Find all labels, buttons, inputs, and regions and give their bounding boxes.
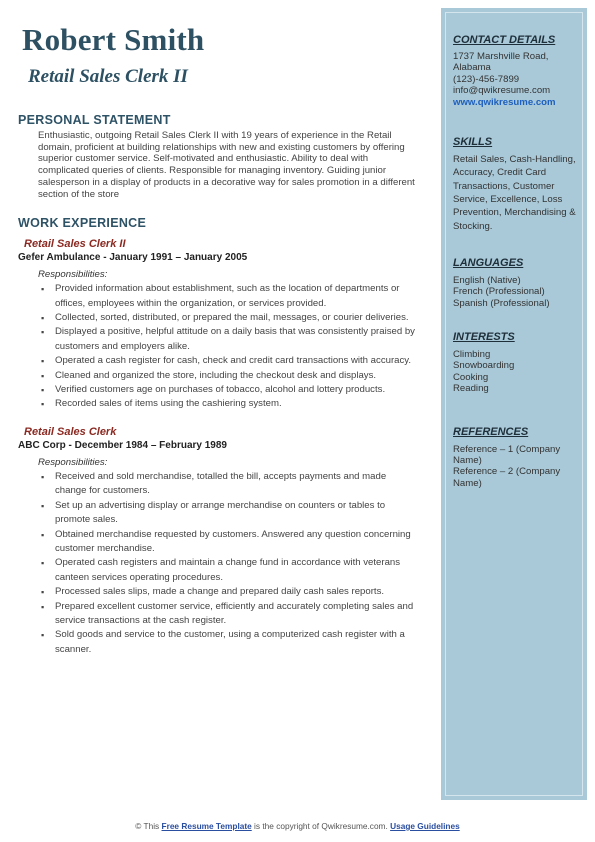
list-item: ▪ Sold goods and service to the customer, using a computerized cash register with a scanner. (41, 629, 405, 655)
bullet-icon: ▪ (41, 399, 45, 410)
responsibilities-label: Responsibilities: (38, 269, 108, 281)
bullet-icon: ▪ (41, 587, 45, 598)
interest-item: Snowboarding (453, 360, 515, 372)
interests-heading: INTERESTS (453, 331, 515, 344)
job-company-dates: ABC Corp - December 1984 – February 1989 (18, 439, 227, 451)
bullet-icon: ▪ (41, 385, 45, 396)
resume-main-column (18, 18, 418, 657)
language-item: Spanish (Professional) (453, 297, 550, 309)
interest-item: Cooking (453, 371, 489, 383)
job-title: Retail Sales Clerk (24, 425, 117, 438)
languages-heading: LANGUAGES (453, 256, 524, 269)
references-list (446, 444, 582, 490)
candidate-title: Retail Sales Clerk II (28, 66, 188, 87)
list-item: ▪ Recorded sales of items using the cashiering system. (55, 397, 418, 411)
bullet-icon: ▪ (41, 558, 45, 569)
personal-statement-text: Enthusiastic, outgoing Retail Sales Clerk II with 19 years of experience in the Retail domain, proficient at building relationships with new and existing customers by offering superior customer service. Self-motivated and enthusiastic. Ability to deal with complicated queries of clients. Responsible for managing inventory. Guiding junior salesperson in a display of products in a decorative way for sales promotion in a different section of the store (38, 130, 415, 200)
bullet-icon: ▪ (41, 284, 45, 295)
contact-phone: (123)-456-7899 (453, 73, 520, 85)
candidate-name: Robert Smith (22, 22, 205, 57)
list-item: ▪ Operated a cash register for cash, check and credit card transactions with accuracy. (55, 354, 418, 368)
list-item: ▪ Collected, sorted, distributed, or prepared the mail, messages, or courier deliveries. (55, 311, 418, 325)
job-entry (18, 426, 418, 657)
list-item: ▪ Operated cash registers and maintain a change fund in accordance with veterans canteen services operating procedures. (41, 557, 401, 583)
bullet-icon: ▪ (41, 601, 45, 612)
responsibilities-list (18, 282, 418, 412)
list-item: ▪ Cleaned and organized the store, including the checkout desk and displays. (55, 369, 418, 383)
bullet-icon: ▪ (41, 500, 45, 511)
interest-item: Climbing (453, 349, 491, 361)
job-entry (18, 238, 418, 412)
usage-guidelines-link[interactable]: Usage Guidelines (390, 821, 460, 831)
reference-item: Reference – 1 (Company Name) (453, 443, 561, 467)
references-heading: REFERENCES (453, 425, 529, 438)
interests-list (446, 349, 582, 395)
contact-email[interactable]: info@qwikresume.com (453, 85, 551, 97)
responsibilities-label: Responsibilities: (38, 456, 108, 468)
skills-heading: SKILLS (453, 136, 493, 149)
footer-copyright-text: is the copyright of Qwikresume.com. (251, 821, 391, 831)
list-item: ▪ Set up an advertising display or arrange merchandise on counters or tables to promote sales. (41, 499, 386, 526)
sidebar-inner-border (445, 12, 583, 796)
list-item: ▪ Displayed a positive, helpful attitude on a daily basis that was consistently praised by customers and employers alike. (41, 326, 415, 352)
language-item: French (Professional) (453, 286, 545, 298)
contact-website-link[interactable]: www.qwikresume.com (453, 96, 556, 108)
footer-prefix: © This (135, 821, 162, 831)
list-item: ▪ Processed sales slips, made a change and prepared daily cash sales reports. (55, 585, 418, 599)
bullet-icon: ▪ (41, 370, 45, 381)
skills-text: Retail Sales, Cash-Handling, Accuracy, Credit Card Transactions, Customer Service, Excellence, Loss Prevention, Merchandising & Stocking. (453, 154, 576, 232)
contact-heading: CONTACT DETAILS (453, 34, 556, 46)
sidebar (441, 8, 587, 800)
list-item: ▪ Prepared excellent customer service, efficiently and accurately completing sales and service transactions at the cash register. (41, 600, 414, 626)
reference-item: Reference – 2 (Company Name) (453, 466, 561, 489)
contact-address: 1737 Marshville Road, Alabama (453, 51, 549, 74)
languages-list (446, 275, 582, 309)
free-resume-template-link[interactable]: Free Resume Template (161, 821, 252, 831)
bullet-icon: ▪ (41, 356, 45, 367)
work-experience-heading: WORK EXPERIENCE (18, 216, 147, 231)
list-item: ▪ Received and sold merchandise, totalled the bill, accepts payments and made change for customers. (41, 470, 387, 497)
personal-statement-heading: PERSONAL STATEMENT (18, 113, 171, 127)
footer (0, 821, 595, 831)
list-item: ▪ Verified customers age on purchases of tobacco, alcohol and lottery products. (55, 383, 418, 397)
list-item: ▪ Provided information about establishment, such as the location of departments or offices, employees within the organization, or services provided. (41, 283, 400, 309)
responsibilities-list (18, 470, 418, 657)
interest-item: Reading (453, 383, 489, 395)
bullet-icon: ▪ (41, 327, 45, 338)
list-item: ▪ Obtained merchandise requested by customers. Answered any question concerning customer merchandise. (41, 528, 411, 554)
language-item: English (Native) (453, 274, 521, 286)
job-company-dates: Gefer Ambulance - January 1991 – January 2005 (18, 252, 248, 264)
bullet-icon: ▪ (41, 471, 45, 482)
bullet-icon: ▪ (41, 529, 45, 540)
job-title: Retail Sales Clerk II (24, 238, 126, 251)
bullet-icon: ▪ (41, 313, 45, 324)
bullet-icon: ▪ (41, 630, 45, 641)
